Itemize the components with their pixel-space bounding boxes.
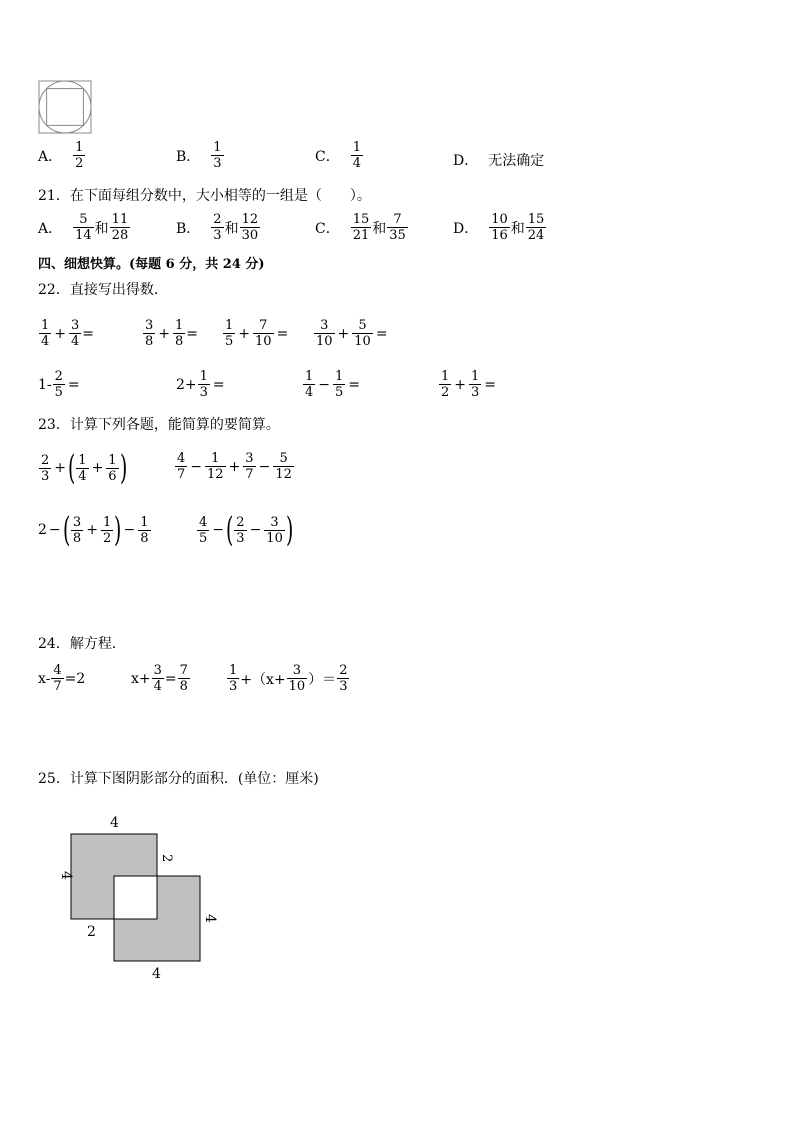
circle-square-figure <box>38 80 92 134</box>
section-4-title: 四、细想快算。(每题 6 分，共 24 分) <box>38 257 265 272</box>
q20-option-c: C． 1 4 <box>315 140 361 171</box>
q22-item-4: 3 10 + $\frac{5}{10}$ = <box>316 318 388 349</box>
shaded-squares-figure <box>46 810 226 985</box>
q20-option-d: D． 无法确定 <box>453 153 545 169</box>
label-left: 4 <box>58 871 74 880</box>
q21-option-d: D． 10 16 和 15 24 <box>453 212 545 243</box>
label-right-top: 2 <box>159 854 174 863</box>
q21-text: 21．在下面每组分数中，大小相等的一组是（ ）。 <box>38 188 371 204</box>
label-top: 4 <box>110 815 119 831</box>
q23-expr-3: 2 − ( 3 8 + $\frac{1}{2}$ ) − $\frac{1}{8}$ <box>38 510 149 550</box>
q22-item-8: 1 2 + $\frac{1}{3}$ = <box>441 369 497 400</box>
q24-equation-1: x- $\frac{4}{7}$ =2 <box>38 663 86 694</box>
q23-expr-2: 4 7 − $\frac{1}{12}$ + $\frac{3}{7}$ − $\frac{5}{12}$ <box>177 451 292 482</box>
q22-text: 22．直接写出得数． <box>38 282 168 298</box>
overlap-square <box>114 876 157 919</box>
q20-option-b: B． 1 3 <box>176 140 222 171</box>
q22-item-6: 2+ $\frac{1}{3}$ = <box>176 369 225 400</box>
q22-item-2: 3 8 + $\frac{1}{8}$ = <box>145 318 199 349</box>
q23-expr-4: 4 5 − ( 2 3 − $\frac{3}{10}$ ) <box>199 510 294 550</box>
q22-item-7: 1 4 − $\frac{1}{5}$ = <box>305 369 361 400</box>
q21-option-b: B． 2 3 和 12 30 <box>176 212 259 243</box>
q22-item-1: 1 4 + $\frac{3}{4}$ = <box>41 318 95 349</box>
q20-option-a: A． 1 2 <box>38 140 84 171</box>
q24-equation-2: x+ $\frac{3}{4}$ = $\frac{7}{8}$ <box>131 663 188 694</box>
q22-item-3: 1 5 + $\frac{7}{10}$ = <box>225 318 289 349</box>
q22-item-5: 1- $\frac{2}{5}$ = <box>38 369 80 400</box>
label-right: 4 <box>202 914 218 923</box>
label-bottom-left: 2 <box>87 924 96 940</box>
q24-equation-3: 1 3 +（x+ $\frac{3}{10}$ ）＝ 2 3 <box>229 663 348 694</box>
q23-expr-1: 2 3 + ( 1 4 + $\frac{1}{6}$ ) <box>41 448 127 488</box>
q21-option-a: A． 5 14 和 11 28 <box>38 212 129 243</box>
q24-text: 24．解方程． <box>38 636 126 652</box>
label-bottom: 4 <box>152 966 161 982</box>
q23-text: 23．计算下列各题，能简算的要简算。 <box>38 417 280 433</box>
q25-text: 25．计算下图阴影部分的面积．(单位：厘米) <box>38 771 319 787</box>
q21-option-c: C． 15 21 和 7 35 <box>315 212 406 243</box>
